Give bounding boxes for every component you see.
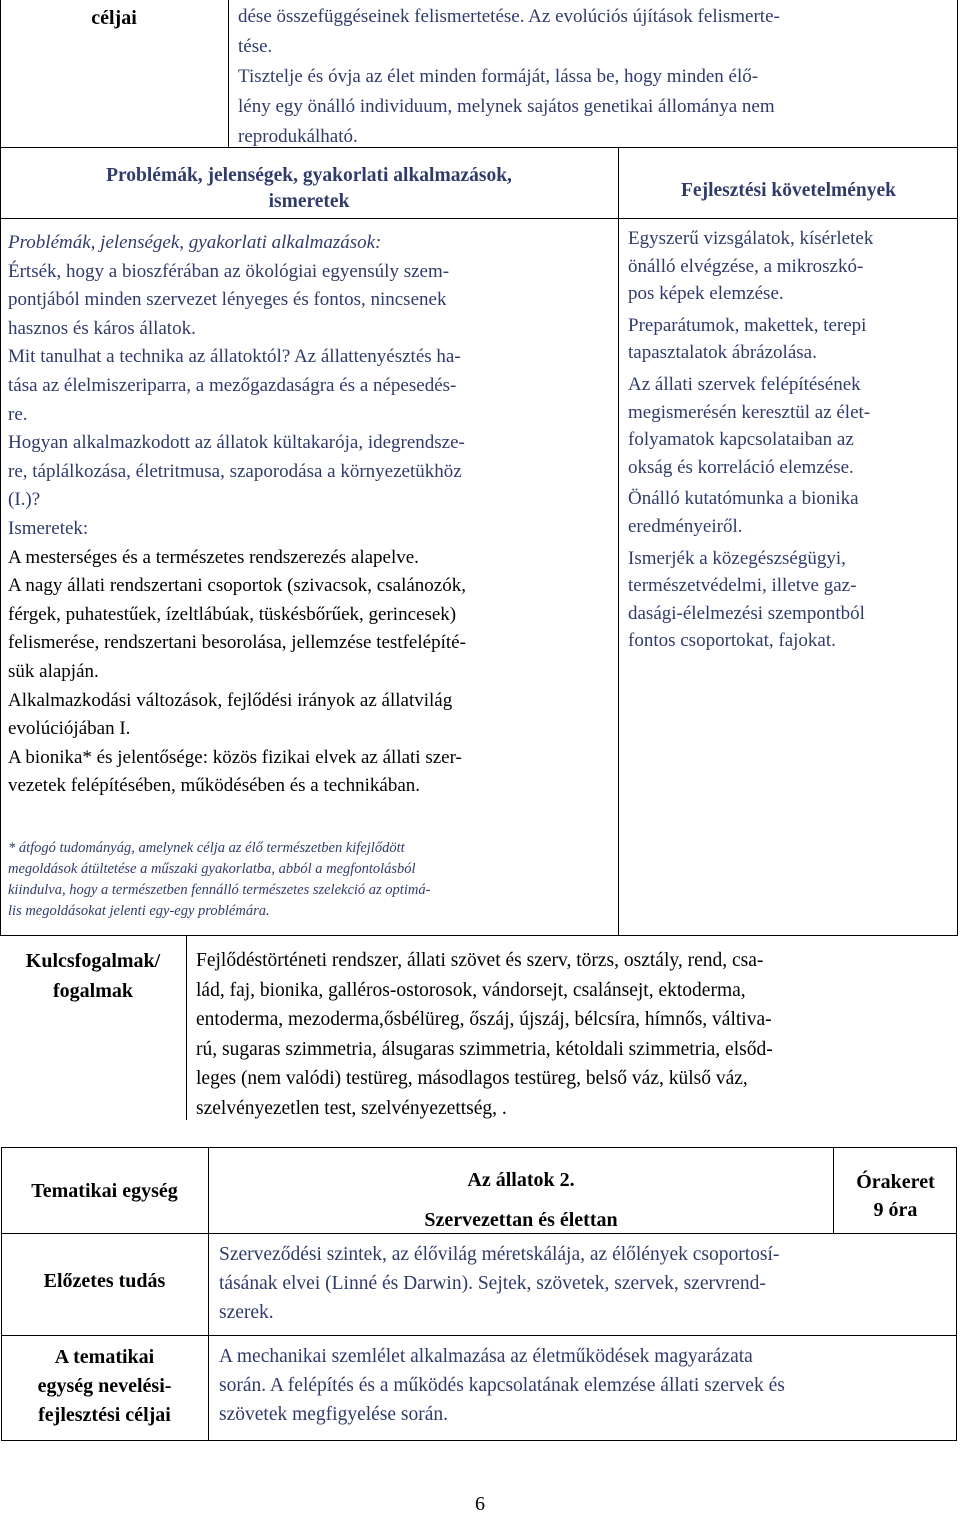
req-line: Az állati szervek felépítésének [628,373,861,395]
knowledge-heading: Ismeretek: [8,517,89,539]
key-divider [186,936,187,1120]
req-line: természetvédelmi, illetve gaz- [628,575,857,597]
body-line: férgek, puhatestűek, ízeltlábúak, tüskésbőrűek, gerincesek) [8,603,457,625]
unit-row-line [1,1335,957,1336]
goals-line: során. A felépítés és a működés kapcsolatának elemzése állati szervek és [219,1375,785,1396]
body-line: A bionika* és jelentősége: közös fizikai elvek az állati szer- [8,746,462,768]
footnote-line: lis megoldásokat jelenti egy-egy problémára. [8,903,270,919]
prior-line: tásának elvei (Linné és Darwin). Sejtek, szövetek, szervek, szervrend- [219,1273,766,1294]
body-line: A mesterséges és a természetes rendszerezés alapelve. [8,546,419,568]
unit-title-line: Az állatok 2. [467,1169,575,1191]
unit-subtitle-line: Szervezettan és élettan [424,1209,618,1231]
req-line: pos képek elemzése. [628,283,784,305]
prior-line: szerek. [219,1302,274,1323]
req-line: eredményeiről. [628,515,743,537]
hours-label: Órakeret [856,1171,935,1193]
footnote-line: * átfogó tudományág, amelynek célja az élő természetben kifejlődött [8,840,405,856]
body-line: Alkalmazkodási változások, fejlődési irányok az állatvilág [8,689,453,711]
unit-label: Tematikai egység [31,1180,178,1202]
body-line: Hogyan alkalmazkodott az állatok kültakarója, idegrendsze- [8,432,465,454]
top-line: lény egy önálló individuum, melynek sajátos genetikai állománya nem [238,96,775,117]
key-line: leges (nem valódi) testüreg, másodlagos testüreg, belső váz, külső váz, [196,1068,748,1090]
key-label-line: fogalmak [53,980,133,1002]
prior-line: Szerveződési szintek, az élővilág méretskálája, az élőlények csoportosí- [219,1244,780,1265]
body-line: evolúciójában I. [8,718,131,740]
req-line: Ismerjék a közegészségügyi, [628,547,846,569]
right-column-body [628,225,953,655]
page-number: 6 [475,1493,485,1515]
goals-label-line: A tematikai [54,1346,155,1368]
footnote [8,838,613,922]
top-line: tése. [238,36,273,57]
body-line: tása az élelmiszeriparra, a mezőgazdaságra és a népesedés- [8,374,457,396]
req-line: Önálló kutatómunka a bionika [628,488,859,510]
key-line: entoderma, mezoderma,ősbélüreg, őszáj, újszáj, bélcsíra, hímnős, váltiva- [196,1009,772,1031]
left-header-line: ismeretek [268,191,350,212]
content-divider [618,148,619,936]
body-line: Mit tanulhat a technika az állatoktól? Az állattenyésztés ha- [8,346,461,368]
req-line: dasági-élelmezési szempontból [628,602,865,624]
key-line: szelvényezetlen test, szelvényezettség, . [196,1097,507,1119]
key-line: rú, sugaras szimmetria, álsugaras szimmetria, kétoldali szimmetria, elsőd- [196,1038,773,1060]
body-line: hasznos és káros állatok. [8,317,196,339]
prior-knowledge-label: Előzetes tudás [43,1270,166,1292]
goals-line: szövetek megfigyelése során. [219,1404,449,1425]
req-line: tapasztalatok ábrázolása. [628,342,817,364]
top-line: reprodukálható. [238,126,358,147]
top-label: céljai [91,7,137,29]
body-line: felismerése, rendszertani besorolása, jellemzése testfelépíté- [8,632,466,654]
body-line: sük alapján. [8,660,99,682]
body-line: re. [8,403,28,425]
req-line: megismerésén keresztül az élet- [628,401,871,423]
left-column-body [8,229,613,801]
goals-text [219,1342,949,1429]
body-line: pontjából minden szervezet lényeges és fontos, nincsenek [8,289,447,311]
right-column-header: Fejlesztési követelmények [681,180,896,201]
top-divider [228,0,229,148]
req-line: Egyszerű vizsgálatok, kísérletek [628,228,874,249]
footnote-line: kiindulva, hogy a természetben fennálló természetes szelekció az optimá- [8,882,431,898]
problems-heading: Problémák, jelenségek, gyakorlati alkalmazások: [8,232,382,253]
goals-label-line: egység nevelési- [37,1375,172,1397]
body-line: vezetek felépítésében, működésében és a technikában. [8,775,421,797]
req-line: okság és korreláció elemzése. [628,456,854,478]
body-line: A nagy állati rendszertani csoportok (szivacsok, csalánozók, [8,575,466,597]
goals-label [1,1343,208,1430]
hours-cell [834,1168,957,1224]
goals-label-line: fejlesztési céljai [38,1404,171,1426]
req-line: folyamatok kapcsolataiban az [628,429,854,451]
key-line: lád, faj, bionika, galléros-ostorosok, vándorsejt, csalánsejt, ektoderma, [196,979,746,1001]
key-label-line: Kulcsfogalmak/ [25,950,161,972]
key-concepts-text [196,946,956,1124]
top-text [238,2,950,152]
req-line: Preparátumok, makettek, terepi [628,314,867,336]
req-line: fontos csoportokat, fajokat. [628,630,836,652]
left-header-line: Problémák, jelenségek, gyakorlati alkalmazások, [106,165,512,186]
top-line: dése összefüggéseinek felismertetése. Az evolúciós újítások felismerte- [238,6,780,27]
body-line: (I.)? [8,489,41,511]
key-label [0,946,186,1006]
key-line: Fejlődéstörténeti rendszer, állati szövet és szerv, törzs, osztály, rend, csa- [196,950,764,971]
hours-value: 9 óra [873,1199,918,1221]
body-line: re, táplálkozása, életritmusa, szaporodása a környezetükhöz [8,460,462,482]
left-column-header [0,163,618,215]
unit-title [209,1160,833,1240]
top-line: Tisztelje és óvja az élet minden formáját, lássa be, hogy minden élő- [238,66,759,87]
body-line: Értsék, hogy a bioszférában az ökológiai egyensúly szem- [8,260,450,282]
header-underline [0,218,958,219]
footnote-line: megoldások átültetése a műszaki gyakorlatba, abból a megfontolásból [8,861,416,877]
req-line: önálló elvégzése, a mikroszkó- [628,255,864,277]
goals-line: A mechanikai szemlélet alkalmazása az életműködések magyarázata [219,1346,753,1367]
prior-knowledge-text [219,1240,949,1327]
